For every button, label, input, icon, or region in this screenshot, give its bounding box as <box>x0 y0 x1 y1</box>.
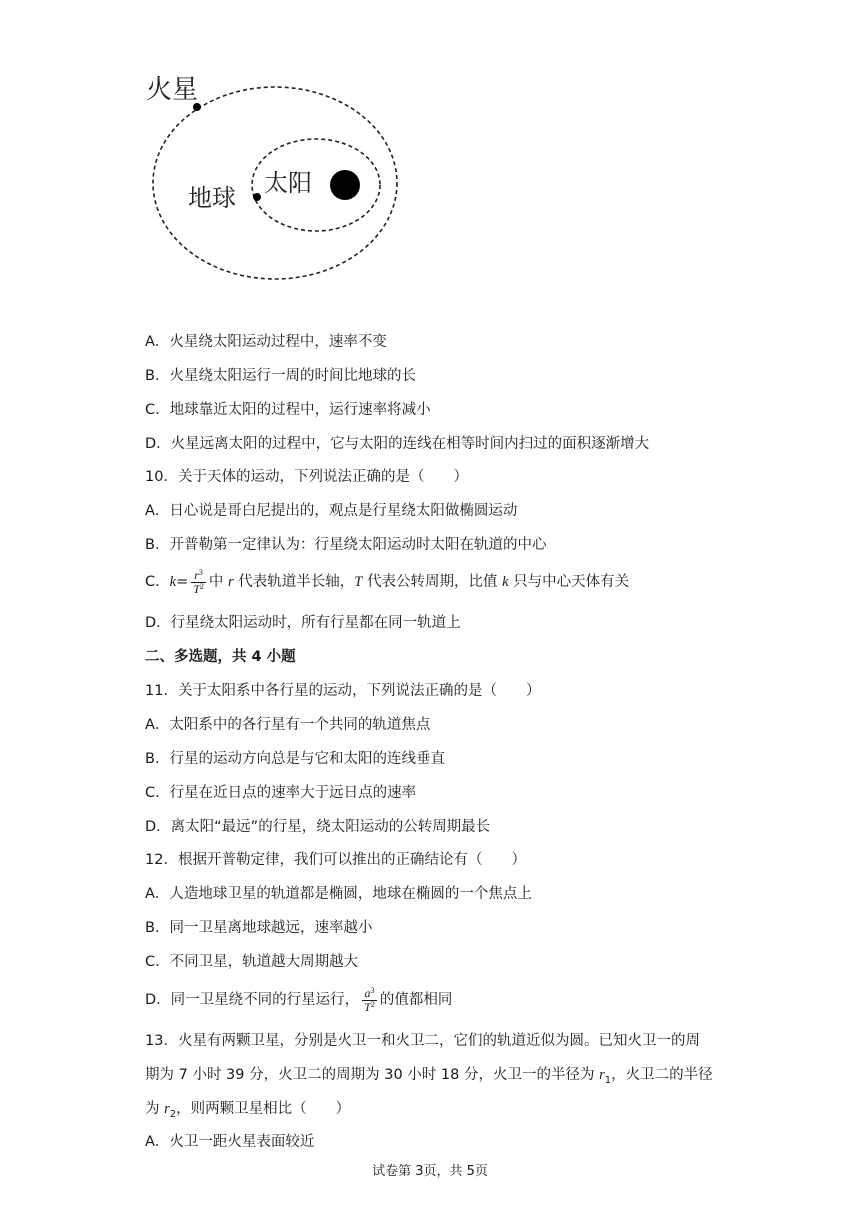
a3-over-t2-fraction: $\frac{a^3}{T^2}$ <box>364 985 375 1014</box>
mars-label: 火星 <box>146 75 199 105</box>
q12-stem: 12．根据开普勒定律，我们可以推出的正确结论有（ ） <box>145 852 526 868</box>
q11-option-c: C．行星在近日点的速率大于远日点的速率 <box>145 785 417 801</box>
q9-option-b: B．火星绕太阳运行一周的时间比地球的长 <box>145 368 416 384</box>
q10-option-a: A．日心说是哥白尼提出的，观点是行星绕太阳做椭圆运动 <box>145 503 518 519</box>
earth-label: 地球 <box>188 184 236 212</box>
q9-option-c: C．地球靠近太阳的过程中，运行速率将减小 <box>145 402 431 418</box>
q11-stem: 11．关于太阳系中各行星的运动，下列说法正确的是（ ） <box>145 683 541 699</box>
q12-option-a: A．人造地球卫星的轨道都是椭圆，地球在椭圆的一个焦点上 <box>145 886 532 902</box>
q13-stem-line2: 期为 7 小时 39 分，火卫二的周期为 30 小时 18 分，火卫一的半径为 $r_1$，火卫二的半径 <box>145 1067 713 1086</box>
q10-option-b: B．开普勒第一定律认为：行星绕太阳运动时太阳在轨道的中心 <box>145 537 547 553</box>
q13-stem-line1: 13．火星有两颗卫星，分别是火卫一和火卫二，它们的轨道近似为圆。已知火卫一的周 <box>145 1033 700 1049</box>
q13-stem-line3: 为 $r_2$，则两颗卫星相比（ ） <box>145 1101 351 1120</box>
q10-stem: 10．关于天体的运动，下列说法正确的是（ ） <box>145 469 468 485</box>
q12-option-b: B．同一卫星离地球越远，速率越小 <box>145 920 373 936</box>
earth-dot <box>253 193 261 201</box>
q9-option-d: D．火星远离太阳的过程中，它与太阳的连线在相等时间内扫过的面积逐渐增大 <box>145 436 650 452</box>
sun-label: 太阳 <box>264 169 312 197</box>
q12-option-c: C．不同卫星，轨道越大周期越大 <box>145 954 359 970</box>
page-footer: 试卷第 3页，共 5页 <box>372 1164 488 1179</box>
q11-option-d: D．离太阳“最远”的行星，绕太阳运动的公转周期最长 <box>145 819 491 835</box>
section-heading-multiple-choice: 二、多选题，共 4 小题 <box>145 649 296 665</box>
q10-option-c: C．k= $\frac{r^3}{T^2}$ 中 r 代表轨道半长轴，T 代表公转周期，比值 k 只与中心天体有关 <box>145 567 630 596</box>
q11-option-a: A．太阳系中的各行星有一个共同的轨道焦点 <box>145 717 431 733</box>
q11-option-b: B．行星的运动方向总是与它和太阳的连线垂直 <box>145 751 445 767</box>
orbit-diagram <box>130 60 420 290</box>
q13-option-a: A．火卫一距火星表面较近 <box>145 1134 315 1150</box>
kepler-fraction: $\frac{r^3}{T^2}$ <box>193 567 204 596</box>
q9-option-a: A．火星绕太阳运动过程中，速率不变 <box>145 334 387 350</box>
q12-option-d: D．同一卫星绕不同的行星运行， $\frac{a^3}{T^2}$ 的值都相同 <box>145 985 453 1014</box>
q10-option-d: D．行星绕太阳运动时，所有行星都在同一轨道上 <box>145 615 461 631</box>
sun-body <box>330 170 360 200</box>
